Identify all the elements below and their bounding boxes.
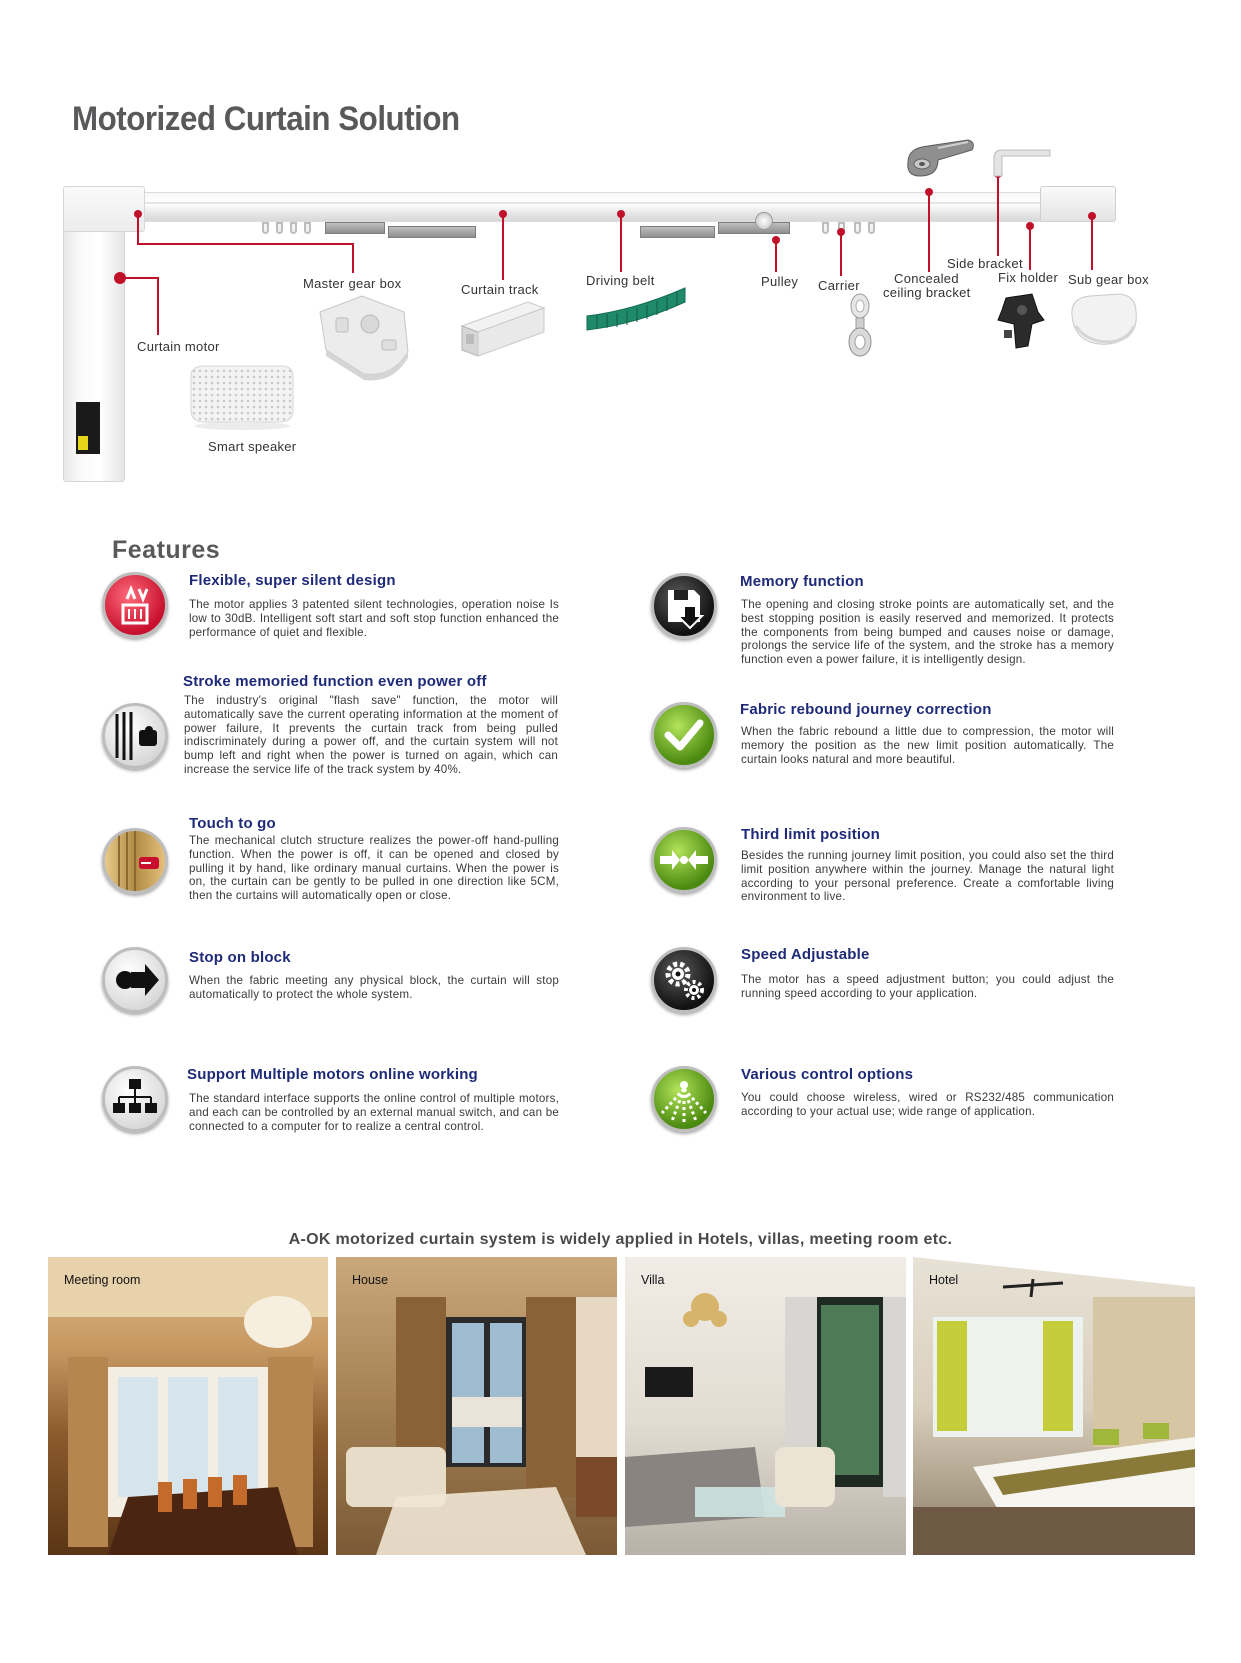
photo-label: House xyxy=(352,1273,389,1287)
photo-label: Villa xyxy=(641,1273,665,1287)
label-smart-speaker: Smart speaker xyxy=(208,439,297,454)
signal-icon xyxy=(651,1066,717,1132)
hotel-photo xyxy=(913,1257,1195,1555)
label-carrier: Carrier xyxy=(818,278,860,293)
feature-title: Various control options xyxy=(741,1066,914,1083)
label-curtain-track: Curtain track xyxy=(461,282,539,297)
feature-title: Stroke memoried function even power off xyxy=(183,673,487,690)
feature-title: Speed Adjustable xyxy=(741,946,870,963)
feature-title: Touch to go xyxy=(189,815,276,832)
pulley-wheel xyxy=(755,212,773,230)
power-off-memory-icon xyxy=(102,703,168,769)
label-side-bracket: Side bracket xyxy=(947,256,1023,271)
touch-to-go-icon xyxy=(102,828,168,894)
feature-title: Memory function xyxy=(740,573,864,590)
feature-text: The motor applies 3 patented silent technologies, operation noise Is low to 30dB. Intelligent soft start and soft stop function enhanced the performance of quiet and flexible. xyxy=(189,598,559,639)
feature-text: The standard interface supports the online control of multiple motors, and each can be controlled by an external manual switch, and can be connected to a computer for to realize a central control. xyxy=(189,1092,559,1133)
concealed-ceiling-bracket-image xyxy=(898,136,978,182)
runner xyxy=(276,222,283,234)
feature-text: When the fabric meeting any physical block, the curtain will stop automatically to protect the whole system. xyxy=(189,974,559,1001)
feature-text: The opening and closing stroke points are automatically set, and the best stopping position is easily reserved and memorized. It protects the components from being bumped and causes noise or damage, prolongs the service life of the system, and the stroke has a memory function even a power failure, it is intelligently design. xyxy=(741,598,1114,667)
photo-label: Meeting room xyxy=(64,1273,141,1287)
feature-text: The industry's original "flash save" function, the motor will automatically save the current operating information at the moment of power failure, It prevents the curtain track from being pulled indiscriminately during a power off, and the curtain system will not bump left and right when the power is turned on again, which can increase the service life of the track system by 40%. xyxy=(184,694,558,776)
feature-title: Support Multiple motors online working xyxy=(187,1066,478,1083)
label-pulley: Pulley xyxy=(761,274,799,289)
features-heading: Features xyxy=(112,536,221,564)
curtain-track-rail xyxy=(140,192,1115,222)
runner xyxy=(822,222,829,234)
feature-text: The motor has a speed adjustment button; you could adjust the running speed according to your application. xyxy=(741,973,1114,1000)
feature-title: Stop on block xyxy=(189,949,291,966)
feature-text: The mechanical clutch structure realizes the power-off hand-pulling function. When the power is off, it can be opened and closed by pulling it by hand, like ordinary manual curtains. When the power is on, the curtain can be gently to be pulled in one direction like 5CM, then the curtains will automatically open or close. xyxy=(189,834,559,903)
label-ceiling-bracket: ceiling bracket xyxy=(883,285,971,300)
runner xyxy=(854,222,861,234)
driving-belt-image xyxy=(585,286,689,336)
master-carrier-plate xyxy=(640,226,715,238)
label-driving-belt: Driving belt xyxy=(586,273,655,288)
smart-speaker-image xyxy=(185,362,297,432)
runner xyxy=(290,222,297,234)
check-icon xyxy=(651,702,717,768)
sub-gear-box-end xyxy=(1040,186,1116,222)
label-curtain-motor: Curtain motor xyxy=(137,339,220,354)
label-concealed: Concealed xyxy=(894,271,959,286)
side-bracket-image xyxy=(990,146,1056,182)
feature-text: When the fabric rebound a little due to compression, the motor will memory the position as the new limit position automatically. The curtain looks natural and more beautiful. xyxy=(741,725,1114,766)
label-sub-gear-box: Sub gear box xyxy=(1068,272,1149,287)
master-gear-box-image xyxy=(312,292,412,382)
feature-title: Fabric rebound journey correction xyxy=(740,701,992,718)
silent-icon xyxy=(102,572,168,638)
runner xyxy=(304,222,311,234)
curtain-track-image xyxy=(458,298,548,358)
curtain-system-diagram xyxy=(0,140,1241,500)
limit-position-icon xyxy=(651,827,717,893)
carrier-image xyxy=(842,292,878,362)
gears-icon xyxy=(651,947,717,1013)
feature-title: Third limit position xyxy=(741,826,880,843)
label-fix-holder: Fix holder xyxy=(998,270,1059,285)
motor-sticker xyxy=(76,402,100,454)
memory-icon xyxy=(651,573,717,639)
villa-photo xyxy=(625,1257,906,1555)
master-carrier-plate xyxy=(718,222,790,234)
feature-text: Besides the running journey limit position, you could also set the third limit position anywhere within the journey. Manage the natural light according to your personal preference. Create a comfortable living environment to live. xyxy=(741,849,1114,904)
master-carrier-plate xyxy=(325,222,385,234)
runner xyxy=(262,222,269,234)
label-master-gear-box: Master gear box xyxy=(303,276,402,291)
photo-label: Hotel xyxy=(929,1273,959,1287)
meeting-room-photo xyxy=(48,1257,328,1555)
network-icon xyxy=(102,1066,168,1132)
sub-gear-box-image xyxy=(1066,290,1142,350)
feature-text: You could choose wireless, wired or RS232/485 communication according to your actual use; wide range of application. xyxy=(741,1091,1114,1118)
fix-holder-image xyxy=(992,290,1048,354)
house-photo xyxy=(336,1257,617,1555)
page-title: Motorized Curtain Solution xyxy=(72,100,460,138)
master-carrier-plate xyxy=(388,226,476,238)
stop-on-block-icon xyxy=(102,947,168,1013)
runner xyxy=(868,222,875,234)
applications-heading: A-OK motorized curtain system is widely applied in Hotels, villas, meeting room etc. xyxy=(288,1231,953,1248)
feature-title: Flexible, super silent design xyxy=(189,572,396,589)
